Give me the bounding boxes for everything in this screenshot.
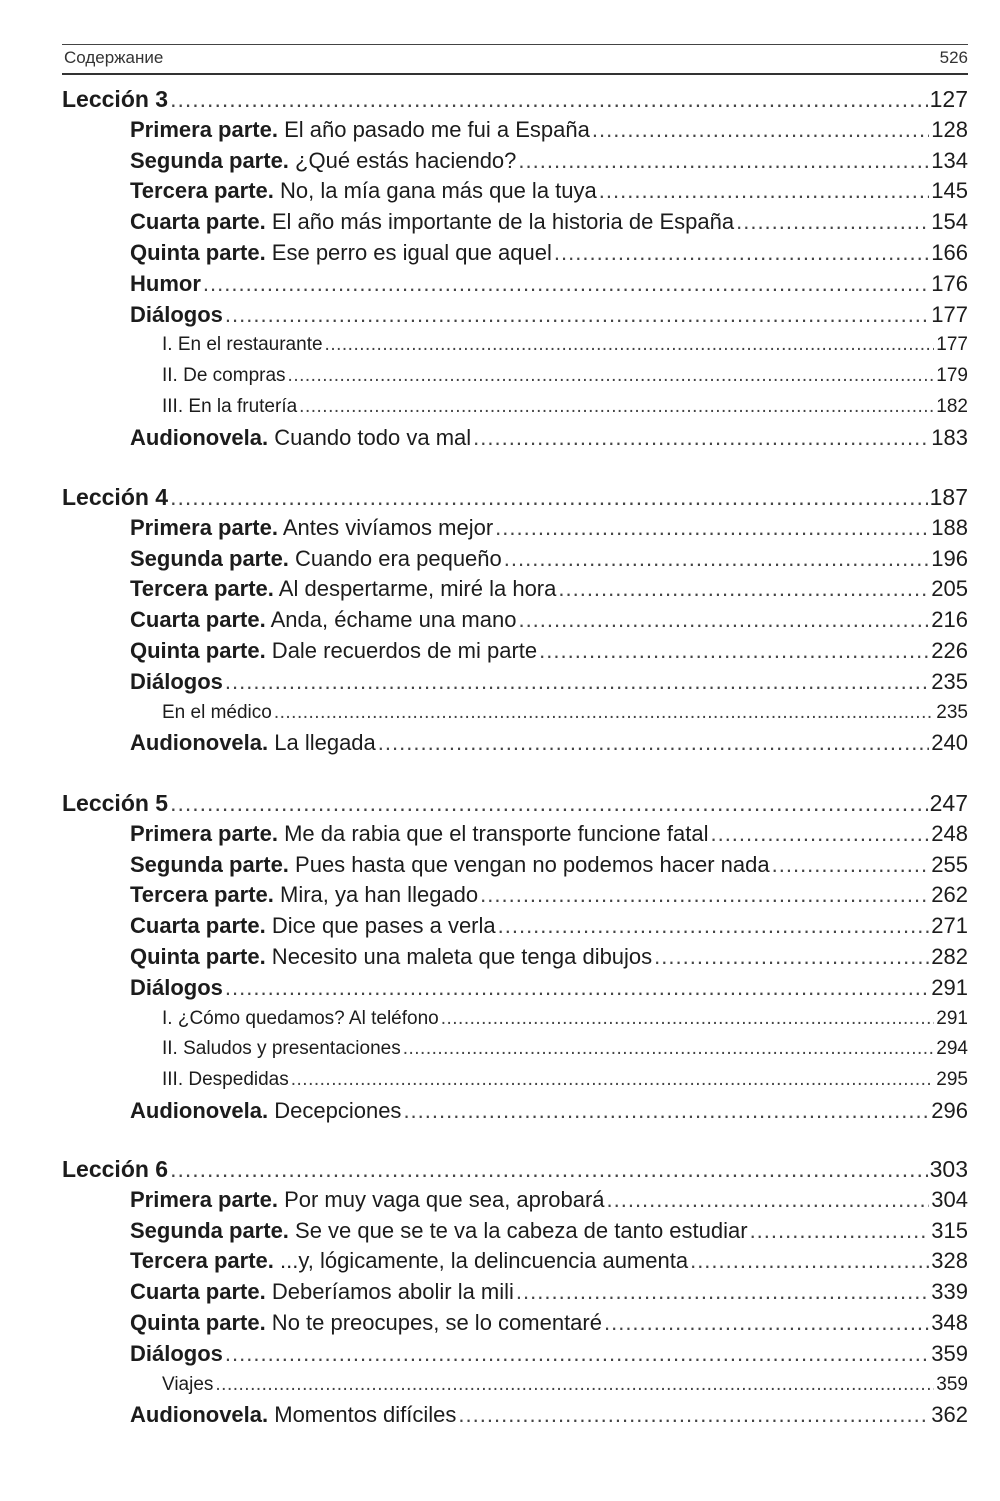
header-page-number: 526 [939, 48, 968, 67]
page-number: 235 [931, 668, 968, 694]
entry-label [130, 669, 223, 695]
entry-title: I. ¿Cómo quedamos? Al teléfono [162, 1007, 439, 1029]
entry-heading: Segunda parte. [130, 1217, 289, 1243]
toc-entry [130, 148, 968, 174]
toc-entry [130, 240, 968, 266]
entry-title: Deberíamos abolir la mili [265, 1279, 514, 1305]
page-number: 183 [931, 424, 968, 450]
dot-leader [403, 1038, 935, 1060]
page-number: 291 [931, 974, 968, 1000]
toc-entry [162, 1008, 968, 1030]
toc-entry [130, 1248, 968, 1274]
dot-leader [539, 638, 929, 664]
entry-label [130, 944, 652, 970]
toc-entry [130, 607, 968, 633]
entry-heading: Segunda parte. [130, 545, 289, 571]
entry-label [162, 702, 272, 724]
toc-entry [130, 882, 968, 908]
toc-entry [130, 975, 968, 1001]
entry-label [130, 1310, 602, 1336]
page-number: 294 [936, 1038, 968, 1060]
toc-lesson [62, 1156, 968, 1183]
toc-entry [162, 1038, 968, 1060]
dot-leader [170, 484, 928, 511]
toc-entry [130, 576, 968, 602]
entry-heading: Diálogos [130, 301, 223, 327]
entry-heading: Cuarta parte. [130, 1279, 266, 1305]
entry-heading: Tercera parte. [130, 178, 274, 204]
entry-label [130, 975, 223, 1001]
entry-heading: Primera parte. [130, 1186, 278, 1212]
dot-leader [690, 1248, 929, 1274]
dot-leader [458, 1402, 929, 1428]
entry-heading: Diálogos [130, 668, 223, 694]
lesson-title: Lección 5 [62, 790, 169, 816]
toc-entry [162, 1374, 968, 1396]
dot-leader [403, 1098, 929, 1124]
entry-label [130, 607, 516, 633]
entry-title: Cuando todo va mal [268, 424, 472, 450]
entry-label [130, 117, 590, 143]
entry-heading: Cuarta parte. [130, 209, 266, 235]
dot-leader [203, 271, 929, 297]
entry-label [162, 1069, 289, 1091]
lesson-title: Lección 6 [62, 1156, 169, 1182]
entry-heading: Audionovela. [130, 1098, 269, 1123]
page-number: 196 [931, 545, 968, 571]
dot-leader [604, 1310, 929, 1336]
entry-heading: Cuarta parte. [130, 913, 266, 939]
dot-leader [325, 334, 935, 356]
toc-lesson [62, 790, 968, 817]
dot-leader [592, 117, 929, 143]
dot-leader [170, 86, 928, 113]
entry-label [162, 334, 323, 356]
entry-label [130, 1098, 401, 1124]
entry-label [162, 1374, 213, 1396]
entry-title: Mira, ya han llegado [273, 882, 479, 908]
entry-heading: Segunda parte. [130, 851, 289, 877]
toc-entry [130, 117, 968, 143]
entry-heading: Audionovela. [130, 1402, 269, 1428]
toc-entry [130, 1279, 968, 1305]
header-title: Содержание [64, 48, 164, 67]
entry-heading: Tercera parte. [130, 576, 274, 602]
page-number: 128 [931, 116, 968, 142]
lesson-title: Lección 3 [62, 86, 169, 112]
dot-leader [750, 1218, 930, 1244]
entry-title: Anda, échame una mano [265, 607, 517, 633]
entry-title: Decepciones [268, 1098, 402, 1123]
toc-entry [130, 178, 968, 204]
dot-leader [654, 944, 929, 970]
toc-entry [130, 1187, 968, 1213]
entry-label [130, 1248, 688, 1274]
page-number: 296 [931, 1098, 968, 1123]
page-number: 282 [931, 944, 968, 969]
entry-title: Dale recuerdos de mi parte [265, 638, 538, 663]
page-number: 291 [936, 1007, 968, 1029]
page-number: 248 [931, 820, 968, 846]
entry-label [130, 821, 708, 847]
entry-title: ...y, lógicamente, la delincuencia aumenta [273, 1248, 689, 1274]
page-number: 154 [931, 209, 968, 235]
page-number: 295 [936, 1069, 968, 1091]
dot-leader [518, 148, 929, 174]
dot-leader [274, 702, 934, 724]
page-number: 182 [936, 396, 968, 417]
dot-leader [288, 365, 935, 387]
entry-title: ¿Qué estás haciendo? [288, 147, 517, 173]
dot-leader [225, 975, 929, 1001]
entry-title: Cuando era pequeño [288, 545, 502, 571]
dot-leader [710, 821, 929, 847]
toc-entry [130, 1310, 968, 1336]
dot-leader [441, 1008, 935, 1030]
toc-entry [130, 271, 968, 297]
dot-leader [558, 576, 929, 602]
page-number: 179 [936, 365, 968, 387]
page-number: 359 [931, 1340, 968, 1366]
entry-heading: Cuarta parte. [130, 607, 266, 633]
entry-title: En el médico [162, 701, 272, 723]
toc-entry [162, 1069, 968, 1091]
toc-entry [130, 638, 968, 664]
entry-title: Ese perro es igual que aquel [265, 240, 552, 265]
entry-label [162, 1038, 401, 1060]
toc-entry [130, 913, 968, 939]
entry-label [130, 425, 471, 451]
dot-leader [495, 515, 929, 541]
entry-title: Momentos difíciles [268, 1402, 457, 1428]
entry-title: Al despertarme, miré la hora [273, 576, 557, 602]
entry-title: Viajes [162, 1373, 214, 1395]
entry-title: III. Despedidas [162, 1069, 289, 1091]
entry-heading: Primera parte. [130, 514, 278, 540]
page-number: 166 [931, 240, 968, 265]
entry-heading: Diálogos [130, 974, 223, 1000]
toc-entry [130, 515, 968, 541]
page-number: 235 [936, 701, 968, 723]
entry-title: I. En el restaurante [162, 334, 323, 356]
entry-title: Dice que pases a verla [265, 913, 496, 939]
page-number: 127 [929, 86, 968, 112]
dot-leader [599, 178, 930, 204]
page-number: 134 [931, 147, 968, 173]
entry-heading: Quinta parte. [130, 944, 266, 969]
dot-leader [516, 1279, 929, 1305]
entry-heading: Tercera parte. [130, 882, 274, 908]
toc-entry [130, 1218, 968, 1244]
toc-entry [130, 852, 968, 878]
dot-leader [498, 913, 930, 939]
entry-label [162, 396, 297, 418]
toc-entry [130, 669, 968, 695]
dot-leader [504, 546, 930, 572]
entry-label [130, 730, 376, 756]
entry-heading: Quinta parte. [130, 1310, 266, 1335]
page-number: 216 [931, 607, 968, 633]
toc-entry [162, 334, 968, 356]
entry-label [130, 178, 597, 204]
entry-title: III. En la frutería [162, 396, 298, 417]
running-header [62, 44, 968, 75]
entry-label [130, 913, 496, 939]
entry-heading: Quinta parte. [130, 240, 266, 265]
toc-entry [130, 1098, 968, 1124]
toc-entry [162, 365, 968, 387]
page-number: 271 [931, 913, 968, 939]
entry-heading: Primera parte. [130, 116, 278, 142]
dot-leader [291, 1069, 935, 1091]
entry-label [130, 1187, 605, 1213]
dot-leader [607, 1187, 930, 1213]
entry-label [130, 1341, 223, 1367]
toc-entry [130, 1341, 968, 1367]
toc-entry [130, 425, 968, 451]
toc-entry [130, 944, 968, 970]
page-number: 226 [931, 638, 968, 663]
page-number: 328 [931, 1248, 968, 1274]
entry-label [130, 1218, 748, 1244]
entry-label [130, 209, 734, 235]
entry-title: Me da rabia que el transporte funcione fatal [277, 820, 709, 846]
page-number: 205 [931, 576, 968, 602]
dot-leader [299, 396, 934, 418]
dot-leader [554, 240, 929, 266]
dot-leader [225, 1341, 929, 1367]
entry-title: No, la mía gana más que la tuya [273, 178, 597, 204]
toc-entry [130, 302, 968, 328]
entry-label [130, 1402, 456, 1428]
entry-title: Se ve que se te va la cabeza de tanto estudiar [288, 1217, 748, 1243]
dot-leader [518, 607, 929, 633]
toc-lesson [62, 86, 968, 113]
dot-leader [473, 425, 929, 451]
dot-leader [480, 882, 929, 908]
entry-title: II. De compras [162, 365, 286, 387]
page-number: 359 [936, 1373, 968, 1395]
dot-leader [170, 1156, 928, 1183]
toc-entry [130, 546, 968, 572]
entry-title: Antes vivíamos mejor [277, 514, 494, 540]
page-number: 145 [931, 178, 968, 204]
toc-entry [130, 1402, 968, 1428]
entry-label [130, 515, 493, 541]
entry-label [162, 1008, 439, 1030]
page-number: 247 [929, 790, 968, 816]
entry-label [130, 302, 223, 328]
entry-title: El año más importante de la historia de España [265, 209, 735, 235]
dot-leader [215, 1374, 934, 1396]
entry-heading: Primera parte. [130, 820, 278, 846]
page-number: 362 [931, 1402, 968, 1428]
entry-label [130, 638, 537, 664]
page-number: 348 [931, 1310, 968, 1335]
entry-heading: Audionovela. [130, 424, 269, 450]
entry-heading: Humor [130, 270, 201, 296]
page-number: 177 [931, 301, 968, 327]
entry-label [130, 882, 478, 908]
dot-leader [170, 790, 928, 817]
toc-entry [162, 396, 968, 418]
page-number: 255 [931, 851, 968, 877]
page-number: 188 [931, 514, 968, 540]
entry-label [130, 148, 516, 174]
entry-label [130, 1279, 514, 1305]
entry-label [130, 271, 201, 297]
page-number: 304 [931, 1186, 968, 1212]
toc-entry [162, 702, 968, 724]
entry-title: No te preocupes, se lo comentaré [265, 1310, 602, 1335]
entry-title: Por muy vaga que sea, aprobará [277, 1186, 605, 1212]
entry-title: La llegada [268, 730, 376, 756]
dot-leader [378, 730, 930, 756]
page-number: 187 [929, 484, 968, 510]
page-number: 177 [936, 334, 968, 356]
toc-entry [130, 821, 968, 847]
page-number: 176 [931, 270, 968, 296]
entry-title: II. Saludos y presentaciones [162, 1038, 401, 1060]
toc-entry [130, 209, 968, 235]
page-number: 339 [931, 1279, 968, 1305]
entry-label [130, 240, 552, 266]
entry-heading: Audionovela. [130, 730, 269, 756]
entry-heading: Quinta parte. [130, 638, 266, 663]
entry-title: El año pasado me fui a España [277, 116, 590, 142]
dot-leader [225, 669, 929, 695]
page-number: 303 [929, 1156, 968, 1182]
entry-heading: Diálogos [130, 1340, 223, 1366]
dot-leader [772, 852, 930, 878]
page-number: 262 [931, 882, 968, 908]
page-number: 315 [931, 1217, 968, 1243]
dot-leader [736, 209, 929, 235]
lesson-title: Lección 4 [62, 484, 169, 510]
entry-label [130, 546, 502, 572]
toc-lesson [62, 484, 968, 511]
entry-label [130, 852, 770, 878]
entry-title: Pues hasta que vengan no podemos hacer nada [288, 851, 770, 877]
toc-entry [130, 730, 968, 756]
dot-leader [225, 302, 929, 328]
entry-label [162, 365, 286, 387]
entry-title: Necesito una maleta que tenga dibujos [265, 944, 653, 969]
entry-heading: Segunda parte. [130, 147, 289, 173]
entry-heading: Tercera parte. [130, 1248, 274, 1274]
page-number: 240 [931, 730, 968, 756]
entry-label [130, 576, 556, 602]
